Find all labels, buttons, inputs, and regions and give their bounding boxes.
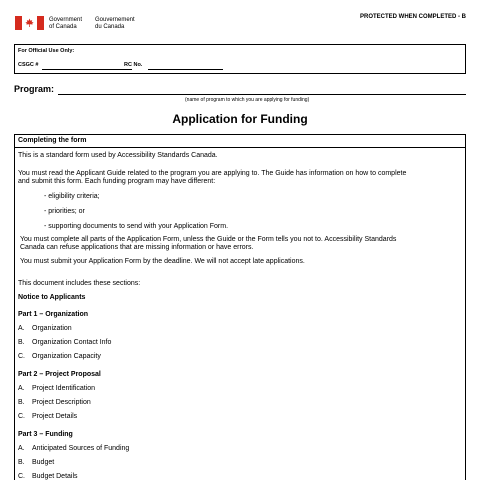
- part-3-item-a-letter: A.: [18, 445, 25, 452]
- gov-fr-line2: du Canada: [95, 24, 125, 30]
- official-use-box: [14, 44, 466, 74]
- part-1-item-b: Organization Contact Info: [32, 339, 112, 346]
- guide-text-line1: You must read the Applicant Guide related to the program you are applying to. The Guide has information on how to complete: [18, 170, 407, 177]
- includes-text: This document includes these sections:: [18, 280, 141, 287]
- program-hint: (name of program to which you are applying for funding): [185, 97, 310, 103]
- completing-form-section: [14, 134, 466, 480]
- deadline-text: You must submit your Application Form by the deadline. We will not accept late applications.: [20, 258, 305, 265]
- flag-center: [22, 16, 37, 30]
- part-3-item-a: Anticipated Sources of Funding: [32, 445, 130, 452]
- part-2-item-a: Project Identification: [32, 385, 96, 392]
- government-of-canada-fr: [95, 17, 135, 31]
- maple-leaf-icon: [25, 18, 34, 28]
- gov-en-line1: Government: [49, 17, 83, 23]
- guide-text-line2: and submit this form. Each funding program may have different:: [18, 178, 216, 185]
- rc-label: RC No.: [124, 62, 143, 68]
- csgc-field[interactable]: [42, 69, 132, 70]
- part-2-item-c: Project Details: [32, 413, 78, 420]
- part-2-item-c-letter: C.: [18, 413, 25, 420]
- section-heading: Completing the form: [15, 135, 465, 148]
- part-1-title: Part 1 – Organization: [18, 311, 89, 318]
- part-1-item-a: Organization: [32, 325, 72, 332]
- part-1-item-c: Organization Capacity: [32, 353, 101, 360]
- rc-field[interactable]: [148, 69, 223, 70]
- government-of-canada-en: [49, 17, 82, 31]
- complete-text-line1: You must complete all parts of the Application Form, unless the Guide or the Form tells you not to. Accessibility Standards: [20, 236, 397, 243]
- official-use-label: For Official Use Only:: [18, 48, 75, 54]
- part-1-item-c-letter: C.: [18, 353, 25, 360]
- flag-right-bar: [37, 16, 44, 30]
- part-2-title: Part 2 – Project Proposal: [18, 371, 101, 378]
- part-2-item-b: Project Description: [32, 399, 91, 406]
- program-label: Program:: [14, 84, 55, 94]
- protected-label: PROTECTED WHEN COMPLETED - B: [360, 14, 466, 20]
- program-field[interactable]: [58, 94, 466, 95]
- canada-flag-icon: [15, 16, 44, 30]
- part-3-item-c: Budget Details: [32, 473, 78, 480]
- complete-text-line2: Canada can refuse applications that are missing information or have errors.: [20, 244, 254, 251]
- part-1-item-b-letter: B.: [18, 339, 25, 346]
- bullet-eligibility: - eligibility criteria;: [44, 193, 100, 200]
- gov-en-line2: of Canada: [49, 24, 77, 30]
- part-3-title: Part 3 – Funding: [18, 431, 73, 438]
- notice-to-applicants: Notice to Applicants: [18, 294, 86, 301]
- part-3-item-b-letter: B.: [18, 459, 25, 466]
- part-3-item-b: Budget: [32, 459, 55, 466]
- page-title: Application for Funding: [172, 112, 308, 126]
- part-1-item-a-letter: A.: [18, 325, 25, 332]
- intro-text: This is a standard form used by Accessibility Standards Canada.: [18, 152, 218, 159]
- part-2-item-a-letter: A.: [18, 385, 25, 392]
- part-3-item-c-letter: C.: [18, 473, 25, 480]
- bullet-supporting-docs: - supporting documents to send with your Application Form.: [44, 223, 229, 230]
- bullet-priorities: - priorities; or: [44, 208, 85, 215]
- part-2-item-b-letter: B.: [18, 399, 25, 406]
- csgc-label: CSGC #: [18, 62, 39, 68]
- flag-left-bar: [15, 16, 22, 30]
- gov-fr-line1: Gouvernement: [95, 17, 135, 23]
